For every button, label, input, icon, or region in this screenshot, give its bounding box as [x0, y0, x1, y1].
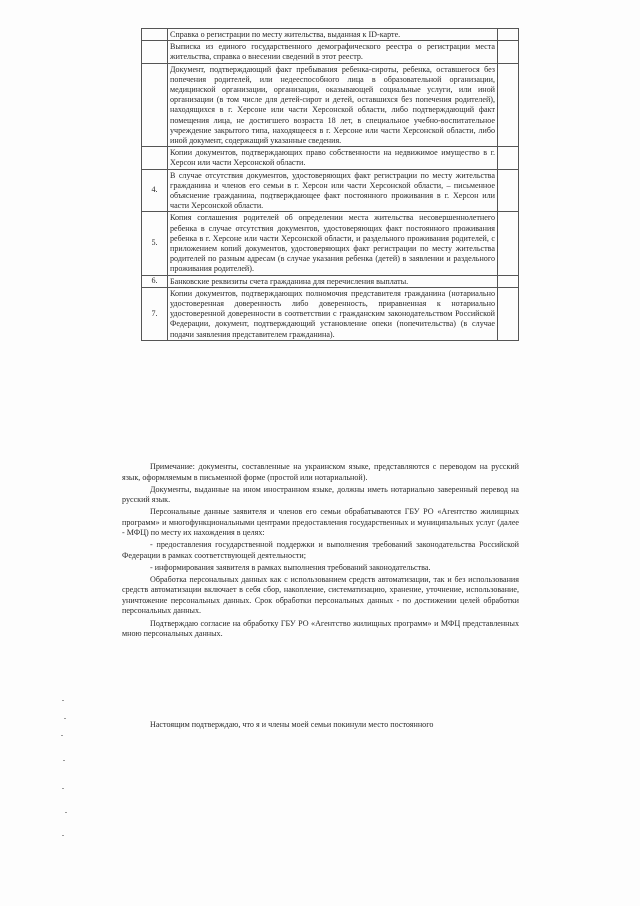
- row-text: Выписка из единого государственного демографического реестра о регистрации места жительства, справка о внесении сведений в этот реестр.: [168, 41, 498, 63]
- table-row: [142, 287, 519, 340]
- row-number: 4.: [142, 169, 168, 212]
- row-blank-cell: [498, 63, 519, 147]
- table-row: [142, 29, 519, 41]
- row-text: Банковские реквизиты счета гражданина для перечисления выплаты.: [168, 275, 498, 287]
- row-blank-cell: [498, 287, 519, 340]
- row-blank-cell: [498, 212, 519, 275]
- table-row: [142, 63, 519, 147]
- row-number: 6.: [142, 275, 168, 287]
- table-row: [142, 169, 519, 212]
- row-number: [142, 29, 168, 41]
- row-blank-cell: [498, 41, 519, 63]
- row-number: 5.: [142, 212, 168, 275]
- row-number: [142, 63, 168, 147]
- row-text: Справка о регистрации по месту жительства, выданная к ID-карте.: [168, 29, 498, 41]
- note-purpose-support: - предоставления государственной поддержки и выполнения требований законодательства Российской Федерации в рамках соответствующей деятельности;: [122, 540, 519, 560]
- row-text: Документ, подтверждающий факт пребывания ребенка-сироты, ребенка, оставшегося без попечения родителей, или недееспособного лица в образовательной организации, медицинской организации, организации, оказывающей социальные услуги, или иной организации (в том числе для детей-сирот и детей, оставшихся без попечения родителей), находящихся в г. Херсоне или части Херсонской области, либо подтверждающий факт помещения лица, не достигшего возраста 18 лет, в специальное учебно-воспитательное учреждение закрытого типа, находящееся в г. Херсоне или части Херсонской области, либо иной документ, содержащий указанные сведения.: [168, 63, 498, 147]
- note-processing-scope: Обработка персональных данных как с использованием средств автоматизации, так и без использования средств автоматизации включает в себя сбор, накопление, систематизацию, хранение, уточнение, использование, уничтожение персональных данных. Срок обработки персональных данных - по достижении целей обработки персональных данных.: [122, 574, 519, 616]
- row-number: [142, 41, 168, 63]
- row-blank-cell: [498, 275, 519, 287]
- row-number: [142, 147, 168, 169]
- scan-margin-marks: [60, 700, 70, 840]
- row-text: Копия соглашения родителей об определении места жительства несовершеннолетнего ребенка в случае отсутствия документов, удостоверяющих факт постоянного проживания ребенка в г. Херсоне или части Херсонской области, и раздельного проживания родителей, с приложением копий документов, удостоверяющих факт регистрации по месту жительства родителей по разным адресам (в случае указания ребенка (детей) в заявлении и раздельного проживания родителей).: [168, 212, 498, 275]
- note-foreign-translation: Документы, выданные на ином иностранном языке, должны иметь нотариально заверенный перевод на русский язык.: [122, 484, 519, 505]
- table-row: [142, 212, 519, 275]
- note-purpose-informing: - информирования заявителя в рамках выполнения требований законодательства.: [150, 562, 431, 572]
- table-row: [142, 147, 519, 169]
- row-text: В случае отсутствия документов, удостоверяющих факт регистрации по месту жительства гражданина и членов его семьи в г. Херсон или части Херсонской области, – письменное объяснение гражданина, подтверждающее факт постоянного проживания в г. Херсон или части Херсонской области.: [168, 169, 498, 212]
- note-consent: Подтверждаю согласие на обработку ГБУ РО «Агентство жилищных программ» и МФЦ представленных мною персональных данных.: [122, 618, 519, 639]
- row-number: 7.: [142, 287, 168, 340]
- row-blank-cell: [498, 29, 519, 41]
- notes-section: [122, 462, 519, 641]
- note-personal-data-processing: Персональные данные заявителя и членов его семьи обрабатываются ГБУ РО «Агентство жилищных программ» и многофункциональными центрами предоставления государственных и муниципальных услуг (далее - МФЦ) по месту их нахождения в целях:: [122, 507, 519, 538]
- note-ukrainian-translation: Примечание: документы, составленные на украинском языке, представляются с переводом на русский язык, оформляемым в письменной форме (простой или нотариальной).: [122, 462, 519, 482]
- row-text: Копии документов, подтверждающих полномочия представителя гражданина (нотариально удостоверенная доверенность либо доверенность, приравненная к нотариально удостоверенной доверенности в соответствии с гражданским законодательством Российской Федерации, документ, подтверждающий установление опеки (попечительства) (в случае подачи заявления представителем гражданина).: [168, 287, 498, 340]
- row-blank-cell: [498, 147, 519, 169]
- confirmation-text: Настоящим подтверждаю, что я и члены моей семьи покинули место постоянного: [150, 720, 434, 730]
- documents-table: [141, 28, 519, 341]
- table-row: [142, 41, 519, 63]
- table-row: [142, 275, 519, 287]
- row-text: Копии документов, подтверждающих право собственности на недвижимое имущество в г. Херсон или части Херсонской области.: [168, 147, 498, 169]
- row-blank-cell: [498, 169, 519, 212]
